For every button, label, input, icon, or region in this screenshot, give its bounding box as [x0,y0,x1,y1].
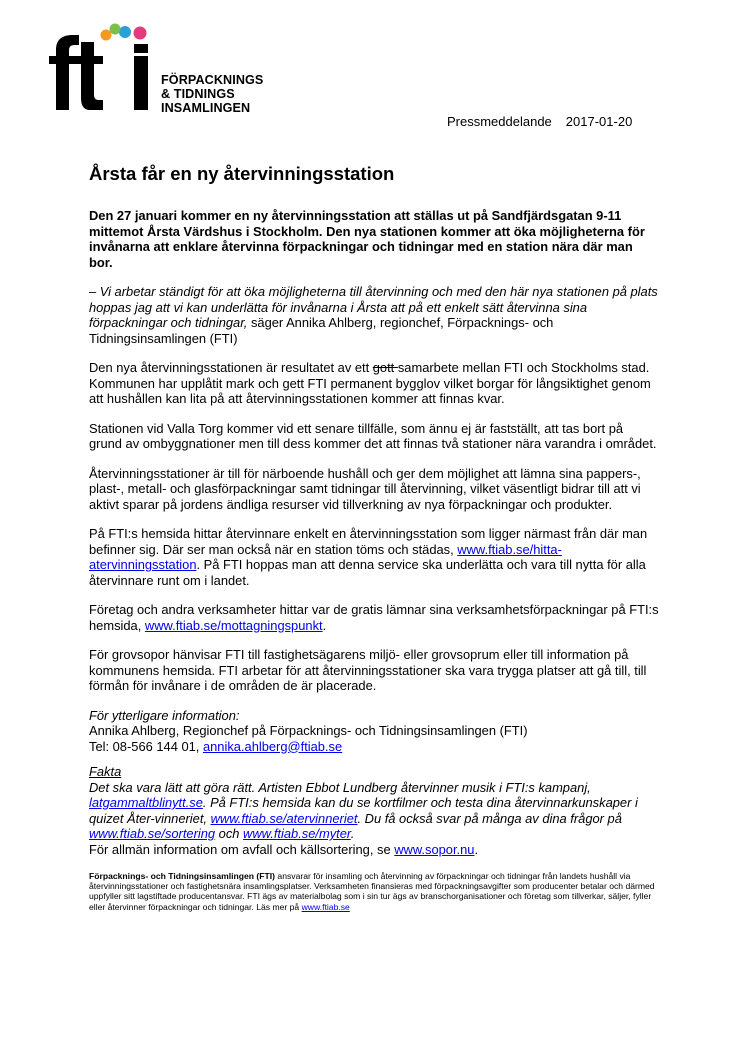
footer-company-name: Förpacknings- och Tidningsinsamlingen (FTI) [89,871,276,881]
logo-line-2: & TIDNINGS [161,87,235,101]
paragraph-text: samarbete mellan FTI och Stockholms stad. Kommunen har upplåtit mark och gett FTI permanent bygglov vilket borgar för långsiktighet genom att hushållen kan lita på att återvinningsstationen kommer att finnas kvar. [89,360,651,406]
link-myter[interactable]: www.ftiab.se/myter [243,826,351,841]
fakta-text: . [350,826,355,841]
link-sopor[interactable]: www.sopor.nu [394,841,475,857]
about-fti-footer [89,871,659,912]
document-type-label: Pressmeddelande [447,114,552,129]
fakta-text: Det ska vara lätt att göra rätt. Artisten Ebbot Lundberg återvinner musik i FTI:s kampanj, [89,779,591,795]
paragraph-cooperation [89,360,659,407]
general-info-text: För allmän information om avfall och källsortering, se [89,841,395,857]
fti-logo-mark [48,20,168,120]
struck-word: gott [372,360,398,375]
contact-name: Annika Ahlberg, Regionchef på Förpacknings- och Tidningsinsamlingen (FTI) [89,723,528,738]
fakta-text: och [215,826,244,841]
contact-email-link[interactable]: annika.ahlberg@ftiab.se [202,738,343,754]
logo-letter-t [76,42,103,110]
link-sortering[interactable]: www.ftiab.se/sortering [89,826,216,841]
link-hitta-atervinningsstation[interactable]: www.ftiab.se/hitta-atervinningsstation [89,541,562,572]
logo-wordmark [161,73,263,115]
release-date: 2017-01-20 [565,114,633,129]
fakta-block [89,764,659,857]
logo-dot-green [110,24,121,35]
quote-text: – Vi arbetar ständigt för att öka möjligheterna till återvinning och med den här nya stationen på plats hoppas jag att vi kan underlätta för invånarna i Årsta att på ett enkelt sätt återvinna sina förpackningar och tidningar, [89,284,658,330]
link-mottagningspunkt[interactable]: www.ftiab.se/mottagningspunkt [144,617,323,633]
article-title: Årsta får en ny återvinningsstation [89,163,395,184]
paragraph-business [89,602,659,633]
paragraph-valla-torg: Stationen vid Valla Torg kommer vid ett senare tillfälle, som ännu ej är fastställt, att tas bort på grund av ombyggnationer men till dess kommer det att finnas två stationer nära varandra i området. [89,420,657,451]
contact-block [89,708,659,755]
paragraph-text: På FTI:s hemsida hittar återvinnare enkelt en återvinningsstation som ligger närmast från där man befinner sig. Där ser man också när en station töms och städas, [89,526,648,557]
contact-tel: Tel: 08-566 144 01, [89,738,203,754]
paragraph-text: Den nya återvinningsstationen är resultatet av ett [89,360,373,375]
logo-letter-f [49,35,79,110]
logo-dot-blue [119,26,131,38]
paragraph-purpose: Återvinningsstationer är till för närboende hushåll och ger dem möjlighet att lämna sina pappers-, plast-, metall- och glasförpackningar samt tidningar till återvinning, vilket väsentligt bidrar till att vi aktivt sparar på jordens ändliga resurser vid tillverkning av nya förpackningar och produkter. [89,465,641,512]
fakta-heading: Fakta [89,764,122,779]
logo-letter-i [134,56,148,110]
article-body [89,160,659,912]
link-atervinneriet[interactable]: www.ftiab.se/atervinneriet [210,810,358,826]
paragraph-website [89,526,659,588]
quote-attribution: säger Annika Ahlberg, regionchef, Förpacknings- och Tidningsinsamlingen (FTI) [89,315,554,346]
fti-logo [48,20,288,120]
paragraph-text: . [322,617,327,633]
link-ftiab[interactable]: www.ftiab.se [301,901,350,912]
logo-letter-i-dot [134,44,148,53]
press-release-header [447,114,632,129]
contact-heading: För ytterligare information: [89,707,240,723]
footer-text: ansvarar för insamling och återvinning av förpackningar och tidningar från landets hushåll via återvinningsstationer och fastighetsnära insamlingsplatser. Verksamheten finansieras med förpackningsavgifter som producenter betalar och därmed uppfyller sitt lagstiftade producentansvar. FTI ägs av materialbolag som i sin tur ägs av branschorganisationer och företag som tillverkar, säljer, fyller eller återvinner förpackningar och tidningar. Läs mer på [89,871,655,912]
paragraph-text: Företag och andra verksamheter hittar var de gratis lämnar sina verksamhetsförpackningar på FTI:s hemsida, [89,602,659,633]
fakta-text: . Du få också svar på många av dina frågor på [357,810,622,826]
logo-dot-pink [134,27,147,40]
fakta-text: . På FTI:s hemsida kan du se kortfilmer och testa dina återvinnarkunskaper i quizet Åter-vinneriet, [89,795,638,826]
lead-paragraph: Den 27 januari kommer en ny återvinningsstation att ställas ut på Sandfjärdsgatan 9-11 mittemot Årsta Värdshus i Stockholm. Den nya stationen kommer att öka möjligheterna för invånarna att enklare återvinna förpackningar och tidningar med en station nära där man bor. [89,208,645,270]
logo-line-3: INSAMLINGEN [161,101,251,115]
general-info-end: . [474,841,479,857]
paragraph-text: . På FTI hoppas man att denna service ska underlätta och vara till nytta för alla återvinnare runt om i landet. [89,557,646,588]
quote-paragraph [89,284,659,346]
logo-dot-orange [101,30,112,41]
link-latgammaltblinytt[interactable]: latgammaltblinytt.se [89,795,203,810]
paragraph-bulky-waste: För grovsopor hänvisar FTI till fastighetsägarens miljö- eller grovsoprum eller till information på kommunens hemsida. FTI arbetar för att återvinningsstationer ska vara trygga platser att gå till, till förmån för invånare i de områden de är placerade. [89,647,647,693]
logo-line-1: FÖRPACKNINGS [161,73,264,87]
